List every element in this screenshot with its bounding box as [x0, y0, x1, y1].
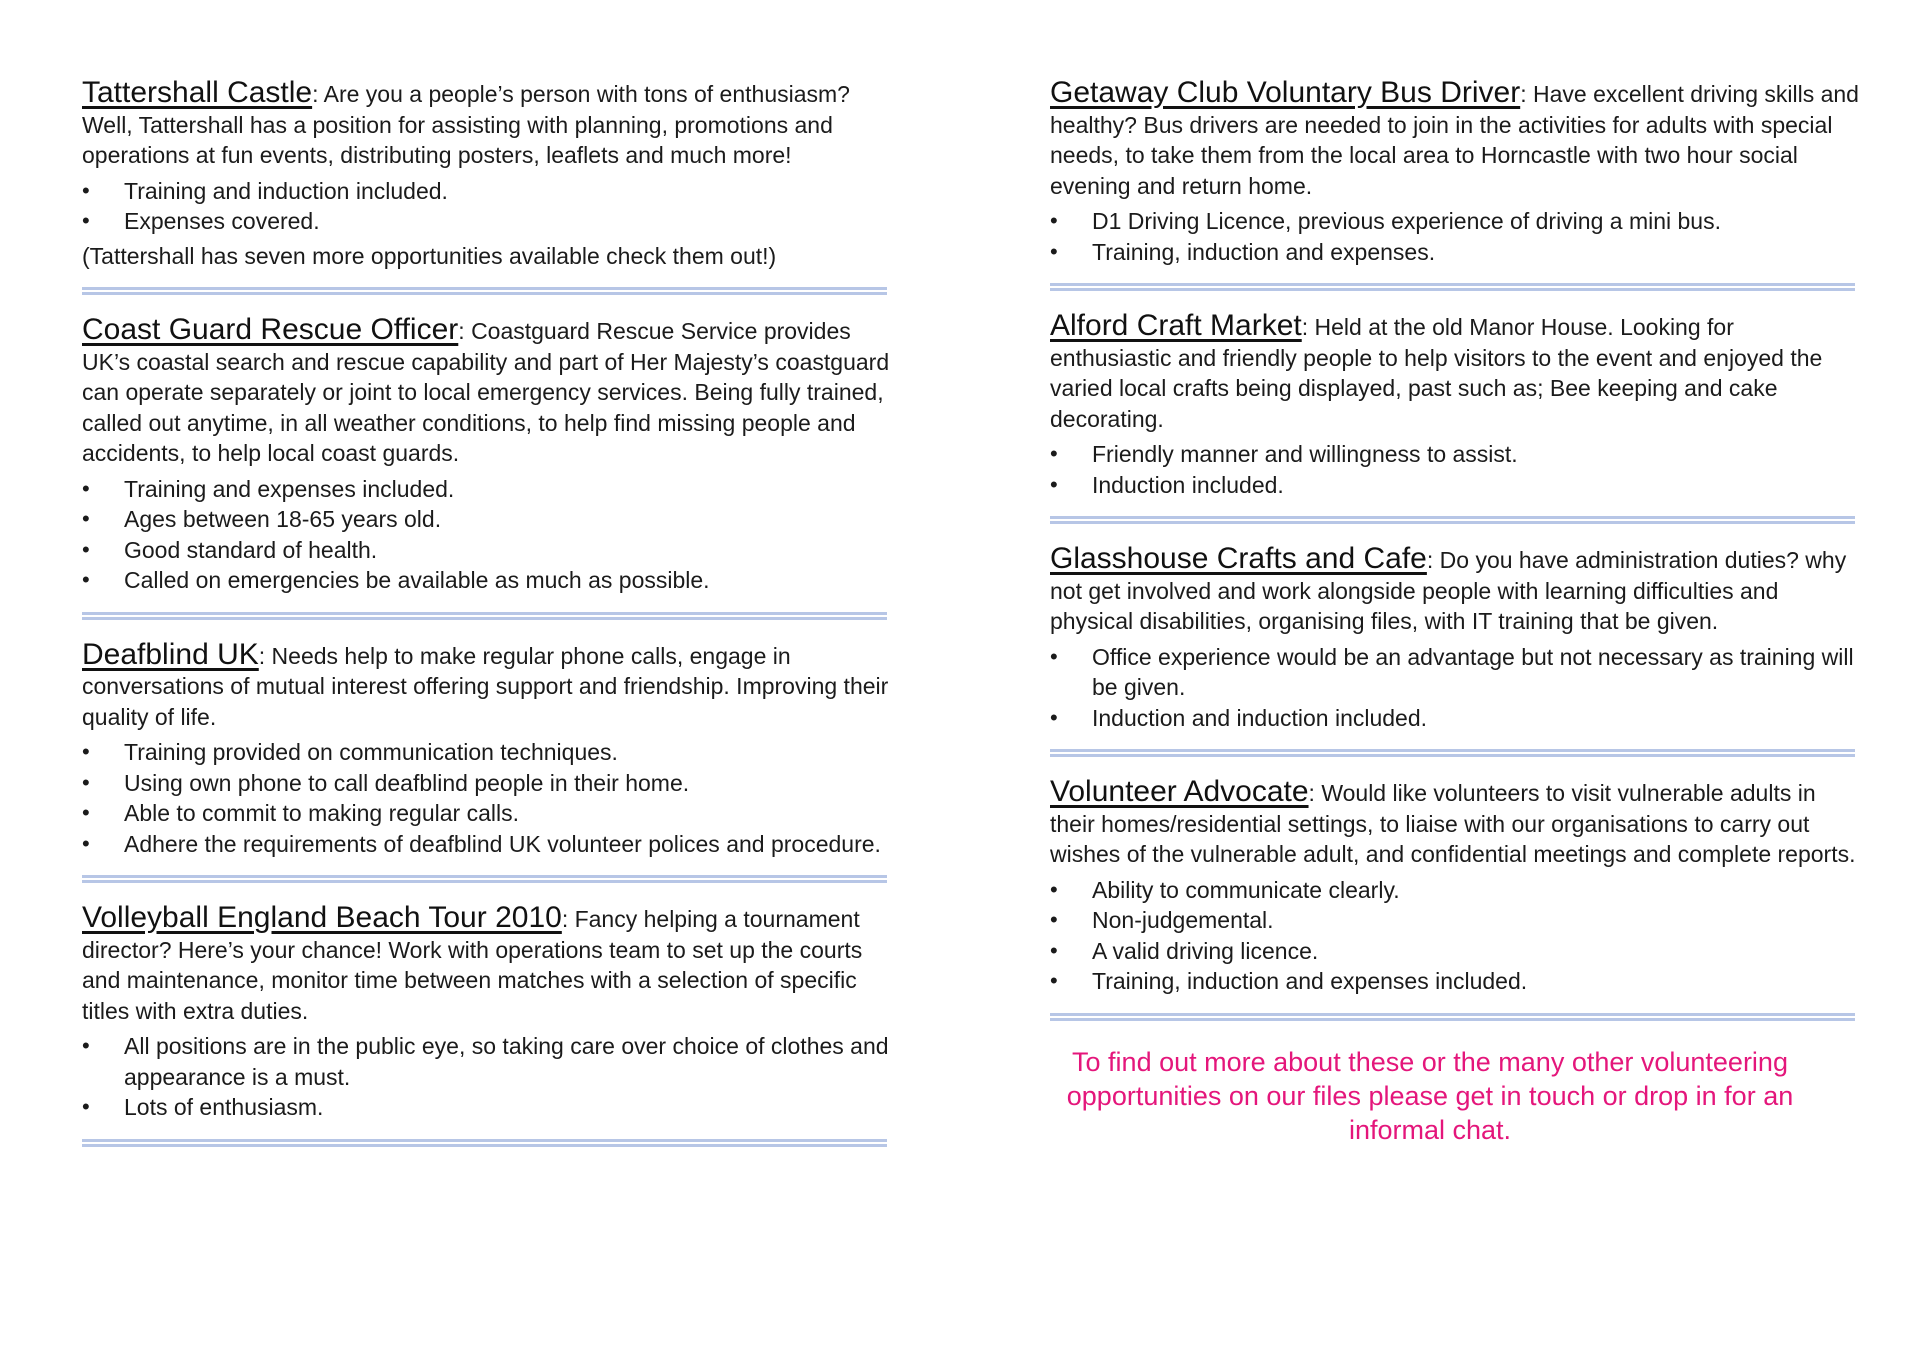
bullet-icon: • — [82, 208, 90, 233]
opportunity-coast-guard — [82, 315, 892, 596]
opportunity-tattershall-castle — [82, 78, 892, 271]
entry-body: Would like volunteers to visit vulnerable adults in their homes/residential settings, to liaise with our organisations to carry out wishes of the vulnerable adult, and confidential meetings and complete reports. — [1050, 780, 1856, 867]
entry-title: Glasshouse Crafts and Cafe — [1050, 542, 1427, 575]
bullet-list — [1050, 439, 1860, 500]
list-item: • A valid driving licence. — [1050, 936, 1860, 967]
entry-paragraph: Glasshouse Crafts and Cafe: Do you have administration duties? why not get involved and work alongside people with learning difficulties and physical disabilities, organising files, with IT training that be given. — [1050, 542, 1847, 634]
entry-body: Have excellent driving skills and healthy? Bus drivers are needed to join in the activities for adults with special needs, to take them from the local area to Horncastle with two hour social evening and return home. — [1050, 81, 1859, 199]
right-column — [1050, 78, 1860, 1174]
bullet-icon: • — [82, 177, 90, 203]
list-item: • Adhere the requirements of deafblind UK volunteer polices and procedure. — [82, 829, 892, 860]
bullet-icon: • — [1050, 704, 1058, 730]
entry-title: Deafblind UK — [82, 637, 259, 671]
entry-body: Coastguard Rescue Service provides UK’s coastal search and rescue capability and part of Her Majesty’s coastguard can operate separately or joint to local emergency services. Being fully trained, called out anytime, in all weather conditions, to help find missing people and accidents, to help local coast guards. — [82, 318, 890, 466]
bullet-list — [1050, 206, 1860, 267]
entry-note: (Tattershall has seven more opportunities available check them out!) — [82, 242, 777, 269]
opportunity-alford-craft-market — [1050, 311, 1860, 500]
bullet-list — [1050, 642, 1860, 734]
bullet-icon: • — [82, 800, 90, 825]
bullet-icon: • — [1050, 208, 1058, 233]
opportunity-glasshouse-crafts — [1050, 544, 1860, 733]
bullet-icon: • — [1050, 937, 1058, 963]
section-divider — [1050, 1013, 1855, 1023]
entry-body: Held at the old Manor House. Looking for enthusiastic and friendly people to help visitors to the event and enjoyed the varied local crafts being displayed, past such as; Bee keeping and cake decorating. — [1050, 314, 1823, 432]
bullet-icon: • — [1050, 907, 1058, 932]
contact-call-to-action: To find out more about these or the many other volunteering opportunities on our files please get in touch or drop in for an informal chat. — [1066, 1046, 1794, 1145]
section-divider — [82, 612, 887, 622]
entry-paragraph: Alford Craft Market: Held at the old Manor House. Looking for enthusiastic and friendly people to help visitors to the event and enjoyed the varied local crafts being displayed, past such as; Bee keeping and cake decorating. — [1050, 309, 1823, 432]
section-divider — [82, 287, 887, 297]
list-item: • Training, induction and expenses. — [1050, 237, 1860, 268]
bullet-icon: • — [82, 830, 90, 856]
entry-title: Tattershall Castle — [82, 76, 313, 109]
entry-body: Needs help to make regular phone calls, engage in conversations of mutual interest offering support and friendship. Improving their quality of life. — [82, 642, 889, 730]
bullet-list — [82, 474, 892, 596]
list-item: • Training and induction included. — [82, 176, 892, 207]
list-item: • Friendly manner and willingness to assist. — [1050, 439, 1860, 470]
list-item: • Using own phone to call deafblind people in their home. — [82, 768, 892, 799]
list-item: • Induction and induction included. — [1050, 703, 1860, 734]
list-item: • Called on emergencies be available as much as possible. — [82, 565, 892, 596]
entry-title: Alford Craft Market — [1050, 309, 1302, 342]
section-divider — [82, 875, 887, 885]
entry-paragraph: Deafblind UK: Needs help to make regular phone calls, engage in conversations of mutual interest offering support and friendship. Improving their quality of life. — [82, 637, 889, 730]
list-item: • Able to commit to making regular calls. — [82, 798, 892, 829]
list-item: • Expenses covered. — [82, 206, 892, 237]
bullet-icon: • — [1050, 238, 1058, 264]
bullet-icon: • — [82, 769, 90, 795]
list-item: • Training, induction and expenses included. — [1050, 966, 1860, 997]
bullet-icon: • — [82, 506, 90, 531]
list-item: • Lots of enthusiasm. — [82, 1092, 892, 1123]
entry-body: Are you a people’s person with tons of enthusiasm? Well, Tattershall has a position for assisting with planning, promotions and operations at fun events, distributing posters, leaflets and much more! — [82, 81, 850, 168]
list-item: • D1 Driving Licence, previous experience of driving a mini bus. — [1050, 206, 1860, 237]
bullet-icon: • — [82, 1094, 90, 1119]
opportunity-deafblind-uk — [82, 637, 892, 860]
bullet-icon: • — [1050, 471, 1058, 497]
bullet-list — [82, 1031, 892, 1123]
bullet-icon: • — [82, 739, 90, 764]
bullet-icon: • — [82, 536, 90, 562]
section-divider — [82, 1139, 887, 1149]
section-divider — [1050, 749, 1855, 759]
section-divider — [1050, 516, 1855, 526]
bullet-icon: • — [1050, 441, 1058, 466]
list-item: • Training provided on communication techniques. — [82, 737, 892, 768]
bullet-icon: • — [1050, 968, 1058, 993]
bullet-list — [82, 737, 892, 859]
opportunity-getaway-club — [1050, 78, 1860, 267]
list-item: • Non-judgemental. — [1050, 905, 1860, 936]
entry-paragraph: Getaway Club Voluntary Bus Driver: Have excellent driving skills and healthy? Bus drivers are needed to join in the activities for adults with special needs, to take them from the local area to Horncastle with two hour social evening and return home. — [1050, 76, 1859, 199]
list-item: • Training and expenses included. — [82, 474, 892, 505]
bullet-icon: • — [82, 1033, 90, 1058]
bullet-icon: • — [82, 475, 90, 501]
entry-title: Volleyball England Beach Tour 2010 — [82, 901, 562, 934]
list-item: • All positions are in the public eye, so taking care over choice of clothes and appearance is a must. — [82, 1033, 889, 1090]
entry-title: Coast Guard Rescue Officer — [82, 313, 459, 346]
entry-paragraph: Tattershall Castle: Are you a people’s person with tons of enthusiasm? Well, Tattershall has a position for assisting with planning, promotions and operations at fun events, distributing posters, leaflets and much more! — [82, 76, 850, 168]
list-item: • Ability to communicate clearly. — [1050, 875, 1860, 906]
entry-body: Do you have administration duties? why not get involved and work alongside people with learning difficulties and physical disabilities, organising files, with IT training that be given. — [1050, 547, 1847, 634]
left-column — [82, 78, 892, 1167]
bullet-icon: • — [1050, 876, 1058, 902]
section-divider — [1050, 283, 1855, 293]
list-item: • Induction included. — [1050, 470, 1860, 501]
bullet-list — [82, 176, 892, 237]
opportunity-volleyball-england — [82, 903, 892, 1123]
entry-title: Volunteer Advocate — [1050, 775, 1309, 808]
entry-paragraph: Volunteer Advocate: Would like volunteers to visit vulnerable adults in their homes/residential settings, to liaise with our organisations to carry out wishes of the vulnerable adult, and confidential meetings and complete reports. — [1050, 775, 1856, 867]
entry-body: Fancy helping a tournament director? Here’s your chance! Work with operations team to set up the courts and maintenance, monitor time between matches with a selection of specific titles with extra duties. — [82, 906, 863, 1024]
entry-paragraph: Volleyball England Beach Tour 2010: Fancy helping a tournament director? Here’s your chance! Work with operations team to set up the courts and maintenance, monitor time between matches with a selection of specific titles with extra duties. — [82, 901, 863, 1024]
bullet-icon: • — [82, 567, 90, 592]
bullet-list — [1050, 875, 1860, 997]
bullet-icon: • — [1050, 643, 1058, 669]
opportunity-volunteer-advocate — [1050, 777, 1860, 997]
entry-title: Getaway Club Voluntary Bus Driver — [1050, 76, 1521, 109]
list-item: • Good standard of health. — [82, 535, 892, 566]
entry-paragraph: Coast Guard Rescue Officer: Coastguard Rescue Service provides UK’s coastal search and rescue capability and part of Her Majesty’s coastguard can operate separately or joint to local emergency services. Being fully trained, called out anytime, in all weather conditions, to help find missing people and accidents, to help local coast guards. — [82, 313, 890, 466]
list-item: • Office experience would be an advantage but not necessary as training will be given. — [1050, 643, 1854, 700]
list-item: • Ages between 18-65 years old. — [82, 504, 892, 535]
